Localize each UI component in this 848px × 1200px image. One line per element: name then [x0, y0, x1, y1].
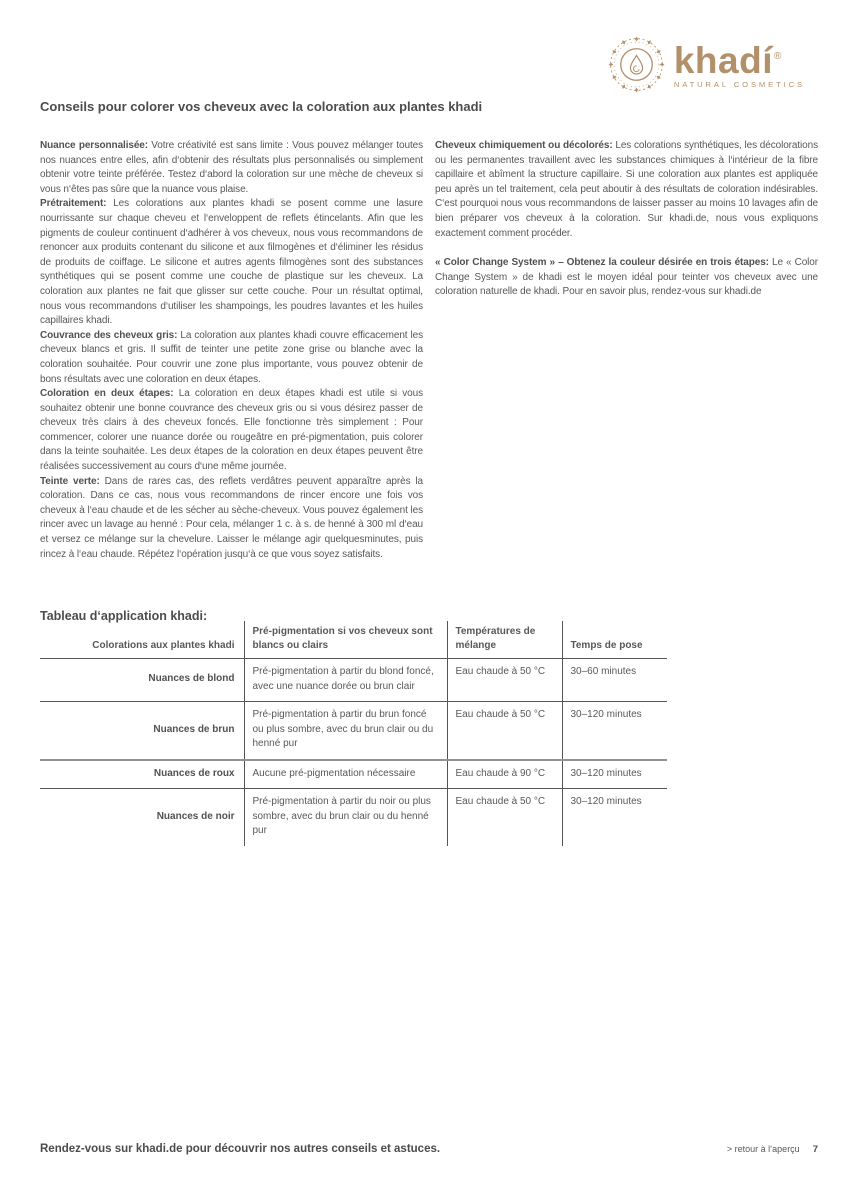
- paragraph-text: Le « Color Change System » de khadi est le moyen idéal pour teinter vos cheveux avec une coloration naturelle de khadi. Pour en savoir plus, rendez-vous sur khadi.de: [435, 257, 818, 298]
- advice-paragraph: [40, 197, 423, 328]
- table-heading: Tableau d‘application khadi:: [40, 609, 208, 624]
- cell-time: 30–120 minutes: [570, 796, 642, 807]
- header-temperatures: Températures de mélange: [447, 621, 562, 659]
- back-link-label: retour à l‘aperçu: [734, 1144, 800, 1154]
- back-to-overview-link[interactable]: [727, 1144, 800, 1154]
- cell-prepigmentation: Pré-pigmentation à partir du noir ou plus sombre, avec du brun clair ou du henné pur: [244, 789, 447, 846]
- cell-prepigmentation: Aucune pré-pigmentation nécessaire: [244, 760, 447, 789]
- advice-paragraph: [40, 475, 423, 563]
- paragraph-lead: Prétraitement:: [40, 198, 107, 210]
- paragraph-text: La coloration aux plantes khadi couvre efficacement les cheveux blancs et gris. Il suffit de teinter une petite zone grise ou blanche avec la coloration souhaitée. Pour couvrir une zone plus importante, vous pouvez obtenir de bons résultats avec une coloration en deux étapes.: [40, 329, 423, 385]
- cell-time: 30–120 minutes: [562, 702, 667, 760]
- footer-message: Rendez-vous sur khadi.de pour découvrir nos autres conseils et astuces.: [40, 1143, 441, 1155]
- page-title: Conseils pour colorer vos cheveux avec la coloration aux plantes khadi: [40, 98, 483, 114]
- cell-temperature: Eau chaude à 90 °C: [447, 760, 562, 789]
- cell-temperature: Eau chaude à 50 °C: [447, 702, 562, 760]
- cell-shade: Nuances de roux: [40, 760, 244, 789]
- registered-mark: ®: [773, 50, 782, 62]
- paragraph-lead: Cheveux chimiquement ou décolorés:: [435, 140, 613, 151]
- page-number: 7: [812, 1144, 818, 1155]
- khadi-logo: [608, 36, 805, 93]
- table-header-row: [40, 621, 667, 659]
- table-row: [40, 760, 667, 789]
- paragraph-text: Les colorations aux plantes khadi se posent comme une lasure nourrissante sur chaque cheveu et l‘enveloppent de reflets étincelants. Afin que les pigments de couleur continuent d‘adhérer à vos cheveux, nous vous recommandons de renoncer aux produits contenant du silicone et aux filmogènes et d‘éliminer les résidus de produits de coiffage. Le silicone et autres agents filmogènes sont des substances synthétiques qui se posent comme une couche de plastique sur les cheveux. La coloration aux plantes ne fait que glisser sur cette couche. Pour un résultat optimal, nous vous recommandons d‘utiliser les shampoings, les poudres lavantes et les huiles capillaires khadi.: [40, 198, 423, 327]
- khadi-emblem-icon: [608, 36, 665, 93]
- cell-time: 30–120 minutes: [562, 760, 667, 789]
- paragraph-text: Votre créativité est sans limite : Vous pouvez mélanger toutes nos nuances entre elles, afin d‘obtenir des résultats plus personnalisés ou simplement obtenir votre teinte préférée. Testez d‘abord la coloration sur une mèche de cheveux si vous n‘êtes pas sûre que la nuance vous plaise.: [40, 140, 423, 195]
- left-column: [40, 139, 423, 562]
- paragraph-text: La coloration en deux étapes khadi est utile si vous souhaitez obtenir une bonne couvrance des cheveux gris ou si vous désirez passer de cheveux très clairs à des cheveux foncés. Elle fonctionne très simplement : Pour commencer, colorer une nuance dorée ou rougeâtre en pré-pigmentation, puis colorer dans la teinte souhaitée. Les deux étapes de la coloration en deux étapes peuvent être réalisées successivement au cours d‘une même journée.: [40, 388, 424, 473]
- table-body: [40, 659, 667, 846]
- cell-shade: Nuances de noir: [40, 789, 244, 846]
- table-row: [40, 789, 667, 846]
- cell-temperature: Eau chaude à 50 °C: [447, 659, 562, 702]
- page-footer: [40, 1143, 818, 1155]
- header-temps-de-pose: Temps de pose: [562, 621, 667, 659]
- cell-prepigmentation: Pré-pigmentation à partir du brun foncé ou plus sombre, avec du brun clair ou du henné pur: [244, 702, 447, 760]
- header-colorations: Colorations aux plantes khadi: [40, 621, 244, 659]
- logo-wordmark: khadí®: [673, 39, 782, 81]
- paragraph-lead: Couvrance des cheveux gris:: [40, 329, 178, 341]
- advice-paragraph: [435, 256, 818, 300]
- right-column: [435, 139, 818, 562]
- application-table: [40, 621, 667, 846]
- advice-paragraph: [40, 329, 423, 387]
- paragraph-lead: Teinte verte:: [40, 475, 100, 487]
- emblem-ornament: [608, 37, 664, 93]
- cell-shade: Nuances de brun: [40, 702, 244, 760]
- paragraph-lead: Coloration en deux étapes:: [40, 388, 174, 400]
- header-prepigmentation: Pré-pigmentation si vos cheveux sont blancs ou clairs: [244, 621, 447, 659]
- table-row: [40, 702, 667, 760]
- cell-shade: Nuances de blond: [40, 659, 244, 702]
- advice-paragraph: [435, 139, 818, 241]
- cell-temperature: Eau chaude à 50 °C: [447, 789, 562, 846]
- paragraph-text: Les colorations synthétiques, les décolorations ou les permanentes travaillent avec les substances chimiques à l‘intérieur de la fibre capillaire et abîment la structure capillaire. Si une coloration aux plantes est appliquée peu après un tel traitement, cela peut aboutir à des résultats de coloration indésirables. C‘est pourquoi nous vous recommandons de laisser passer au moins 10 lavages afin de bien préparer vos cheveux à la coloration. Sur khadi.de, nous vous expliquons exactement comment procéder.: [435, 140, 818, 239]
- paragraph-lead: « Color Change System » – Obtenez la couleur désirée en trois étapes:: [435, 257, 769, 269]
- cell-prepigmentation: Pré-pigmentation à partir du blond foncé, avec une nuance dorée ou brun clair: [244, 659, 447, 702]
- cell-time: 30–60 minutes: [562, 659, 667, 702]
- footer-right: [727, 1144, 818, 1155]
- advice-columns: [40, 139, 818, 562]
- advice-paragraph: [40, 387, 423, 475]
- advice-paragraph: [40, 139, 423, 197]
- paragraph-text: Dans de rares cas, des reflets verdâtres peuvent apparaître après la coloration. Dans ce cas, nous vous recommandons de rincer encore une fois vos cheveux à l‘eau chaude et de les sécher au sèche-cheveux. Vous pouvez également les rincer avec un lavage au henné : Pour cela, mélanger 1 c. à s. de henné à 300 ml d‘eau et versez ce mélange sur la chevelure. Laisser le mélange agir quelquesminutes, puis rincez à l‘eau chaude. Répétez l‘opération jusqu‘à ce que vous soyez satisfaits.: [40, 475, 424, 560]
- table-row: [40, 659, 667, 702]
- chevron-right-icon: >: [726, 1144, 733, 1154]
- logo-text: [674, 41, 805, 89]
- paragraph-lead: Nuance personnalisée:: [40, 140, 148, 151]
- logo-tagline: NATURAL COSMETICS: [673, 79, 805, 89]
